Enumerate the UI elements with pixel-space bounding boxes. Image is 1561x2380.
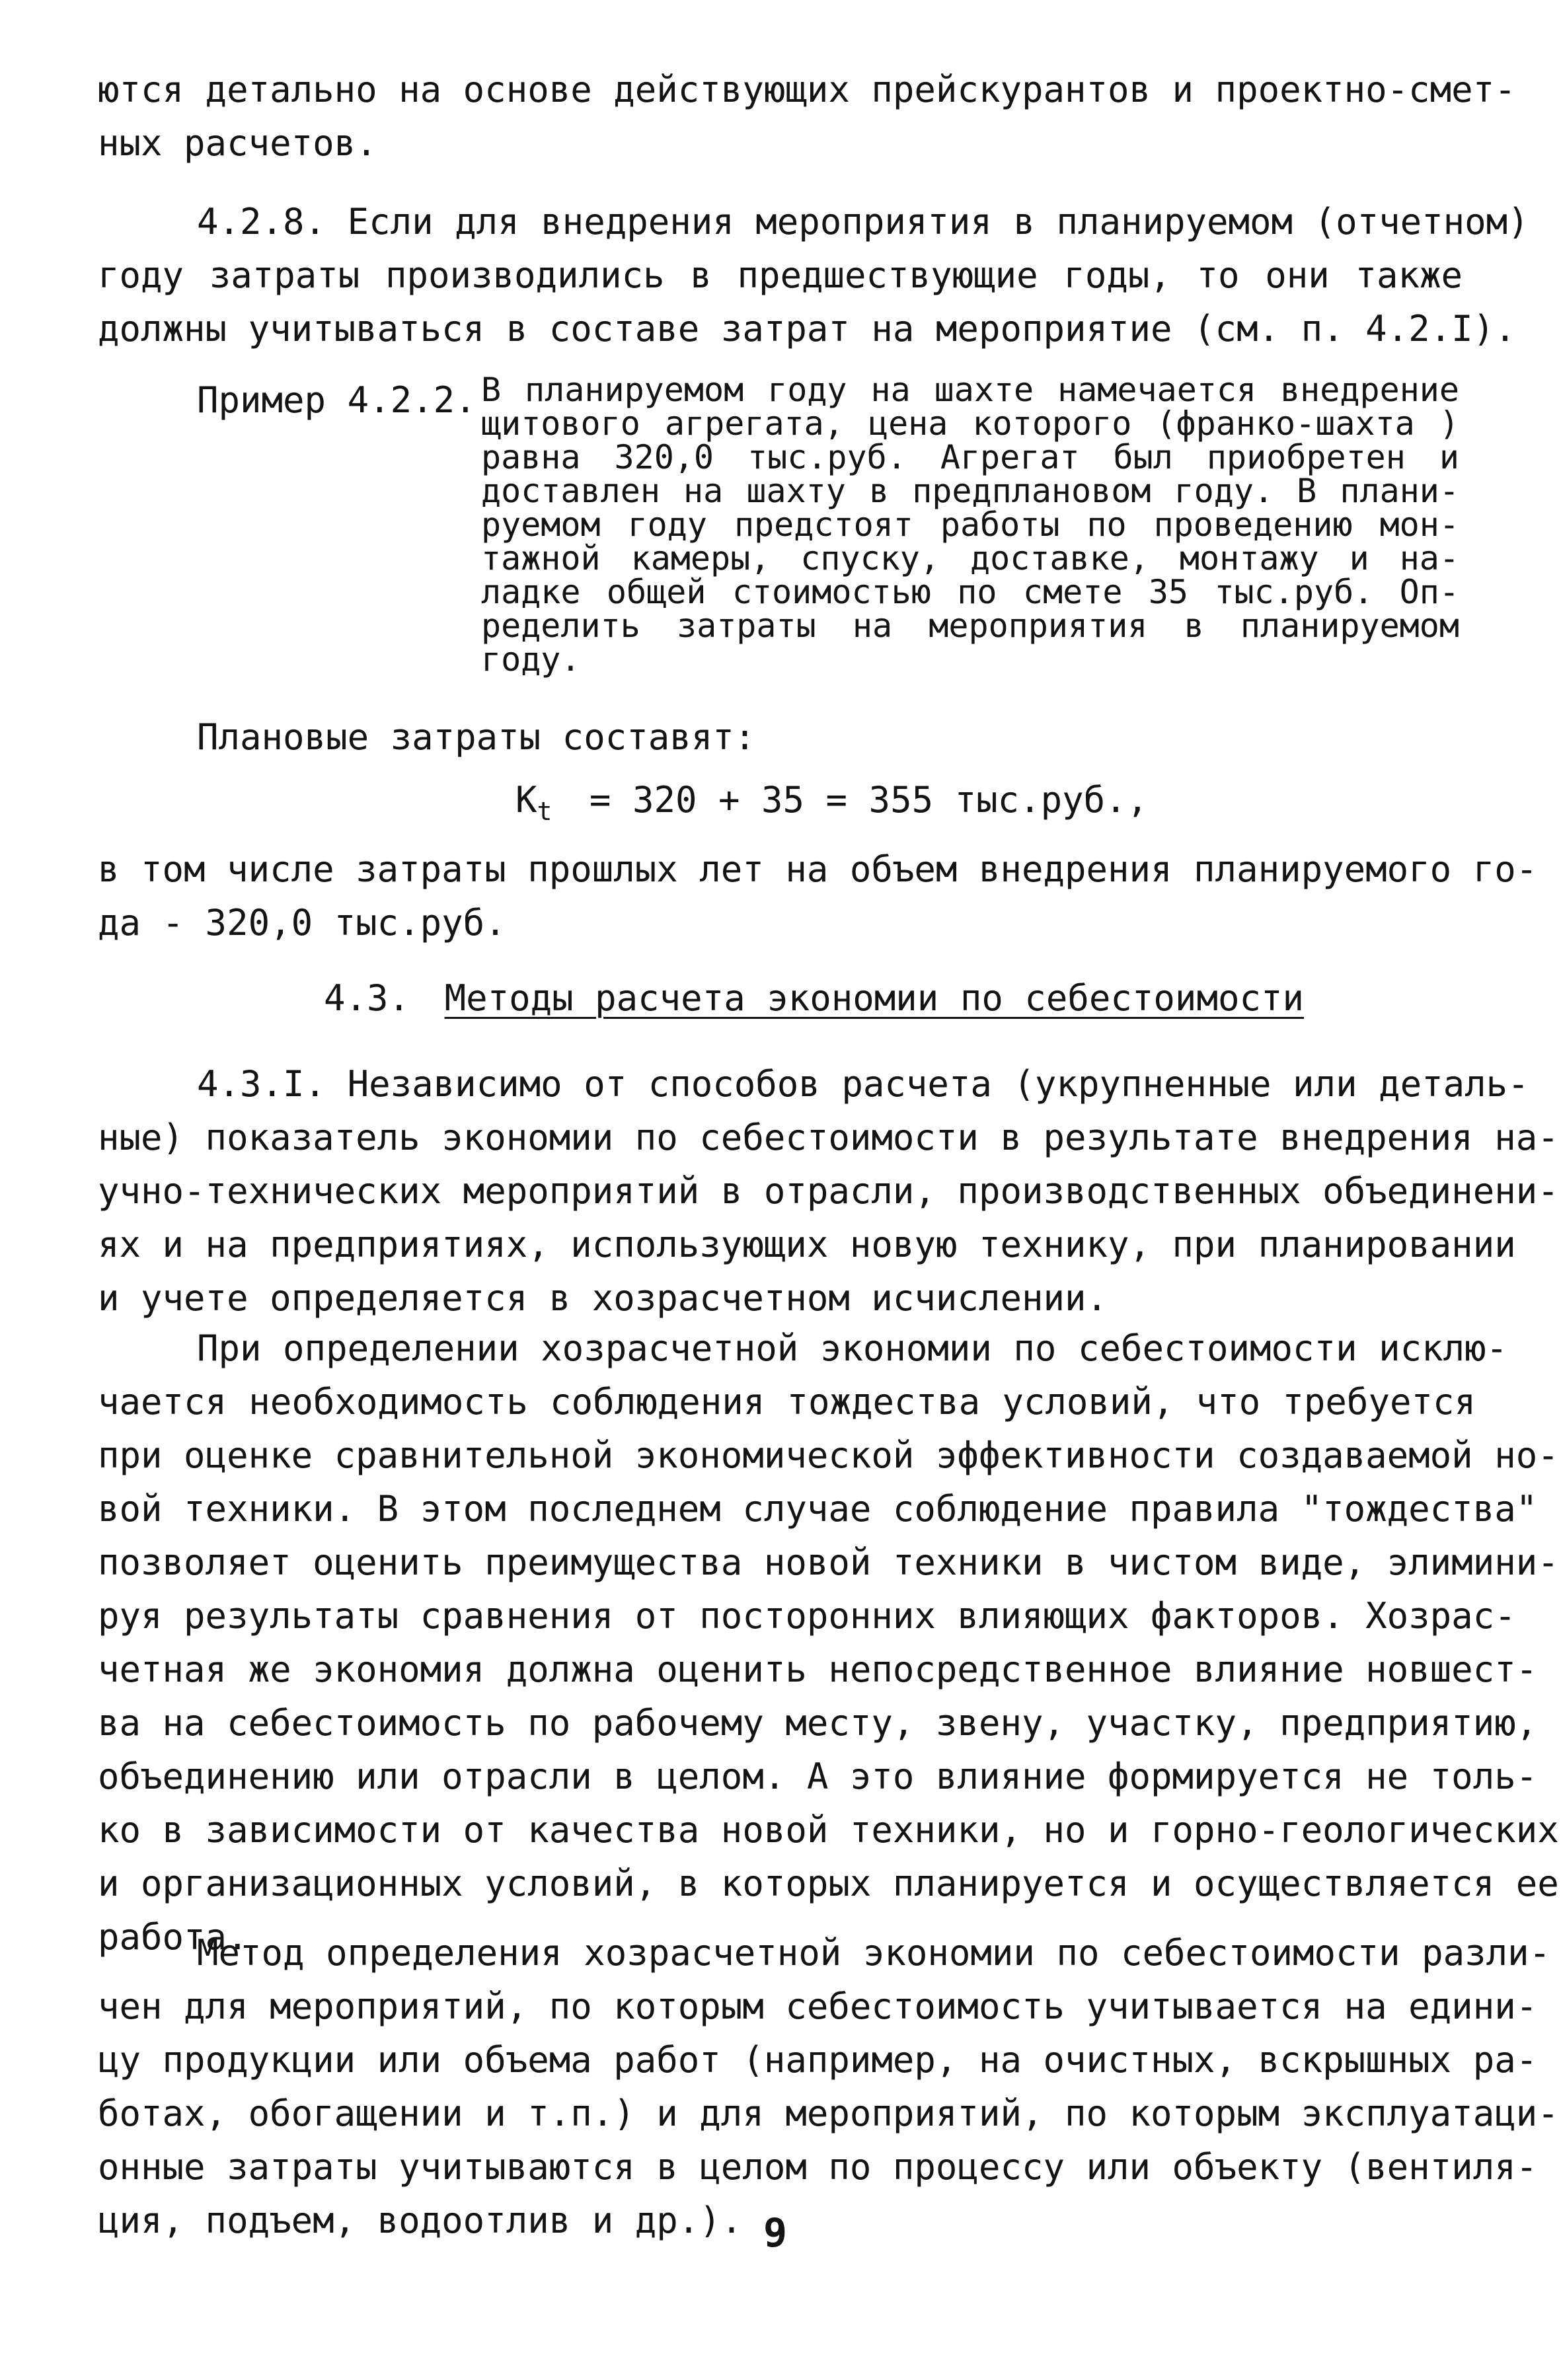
text-line: ные) показатель экономии по себестоимости в результате внедрения на- (98, 1117, 1559, 1158)
example-body (481, 373, 1459, 677)
text-line: доставлен на шахту в предплановом году. В плани- (481, 472, 1459, 510)
text-line: при оценке сравнительной экономической эффективности создаваемой но- (98, 1434, 1559, 1476)
text-line: ко в зависимости от качества новой техники, но и горно-геологических (98, 1809, 1559, 1851)
paragraph-4-2-8 (98, 195, 1529, 355)
text-line: ботах, обогащении и т.п.) и для мероприятий, по которым эксплуатаци- (98, 2093, 1559, 2134)
text-line: равна 320,0 тыс.руб. Агрегат был приобретен и (481, 438, 1459, 476)
text-line: работа. (98, 1916, 248, 1958)
formula-symbol: К (515, 779, 537, 821)
text-line: цу продукции или объема работ (например, на очистных, вскрышных ра- (98, 2039, 1538, 2081)
text-line: ются детально на основе действующих прейскурантов и проектно-смет- (98, 69, 1516, 110)
text-line: в том числе затраты прошлых лет на объем внедрения планируемого го- (98, 848, 1538, 890)
text-line: В планируемом году на шахте намечается внедрение (481, 371, 1459, 409)
page-number: 9 (763, 2210, 788, 2256)
text-line: чен для мероприятий, по которым себестоимость учитывается на едини- (98, 1986, 1538, 2027)
text-line: ладке общей стоимостью по смете 35 тыс.руб. Оп- (481, 573, 1459, 611)
text-line: году. (481, 640, 581, 679)
text-line: руя результаты сравнения от посторонних влияющих факторов. Хозрас- (98, 1595, 1516, 1637)
text-line: вой техники. В этом последнем случае соблюдение правила "тождества" (98, 1488, 1538, 1530)
paragraph-method (98, 1926, 1559, 2247)
section-title: Методы расчета экономии по себестоимости (444, 977, 1304, 1019)
text-line: щитового агрегата, цена которого (франко-шахта ) (481, 404, 1459, 443)
text-line: онные затраты учитываются в целом по процессу или объекту (вентиля- (98, 2146, 1538, 2188)
text-line: ях и на предприятиях, использующих новую технику, при планировании (98, 1224, 1516, 1265)
text-line: При определении хозрасчетной экономии по себестоимости исклю- (197, 1327, 1508, 1369)
text-line: ва на себестоимость по рабочему месту, звену, участку, предприятию, (98, 1702, 1538, 1744)
text-line: да - 320,0 тыс.руб. (98, 902, 506, 944)
text-line: и организационных условий, в которых планируется и осуществляется ее (98, 1863, 1559, 1904)
planned-costs-intro (197, 710, 755, 764)
text-line: объединению или отрасли в целом. А это влияние формируется не толь- (98, 1756, 1538, 1797)
text-line: 4.2.8. Если для внедрения мероприятия в планируемом (отчетном) (197, 201, 1529, 242)
text-line: году затраты производились в предшествующие годы, то они также (98, 254, 1463, 296)
text-line: Плановые затраты составят: (197, 716, 756, 758)
text-line: Метод определения хозрасчетной экономии по себестоимости разли- (197, 1932, 1551, 1974)
planned-costs-detail (98, 842, 1538, 949)
intro-paragraph (98, 63, 1516, 170)
text-line: тажной камеры, спуску, доставке, монтажу и на- (481, 539, 1459, 577)
text-line: ределить затраты на мероприятия в планируемом (481, 607, 1459, 645)
section-heading-4-3 (324, 971, 1304, 1025)
paragraph-hozraschet-economy (98, 1321, 1559, 1964)
text-line: руемом году предстоят работы по проведению мон- (481, 505, 1459, 544)
text-line: четная же экономия должна оценить непосредственное влияние новшест- (98, 1649, 1538, 1690)
formula (515, 773, 1148, 831)
formula-rhs: = 320 + 35 = 355 тыс.руб., (589, 779, 1149, 821)
formula-subscript: t (537, 797, 552, 826)
example-4-2-2 (197, 373, 1459, 684)
paragraph-4-3-1 (98, 1057, 1559, 1325)
text-line: чается необходимость соблюдения тождества условий, что требуется (98, 1381, 1476, 1423)
text-line: и учете определяется в хозрасчетном исчислении. (98, 1277, 1108, 1319)
text-line: учно-технических мероприятий в отрасли, производственных объединени- (98, 1170, 1559, 1212)
text-line: ных расчетов. (98, 122, 377, 164)
section-number: 4.3. (324, 977, 410, 1019)
example-label: Пример 4.2.2. (197, 379, 476, 421)
text-line: позволяет оценить преимущества новой техники в чистом виде, элимини- (98, 1542, 1559, 1583)
text-line: 4.3.I. Независимо от способов расчета (укрупненные или деталь- (197, 1063, 1529, 1105)
text-line: ция, подъем, водоотлив и др.). (98, 2200, 743, 2241)
text-line: должны учитываться в составе затрат на мероприятие (см. п. 4.2.I). (98, 308, 1516, 350)
